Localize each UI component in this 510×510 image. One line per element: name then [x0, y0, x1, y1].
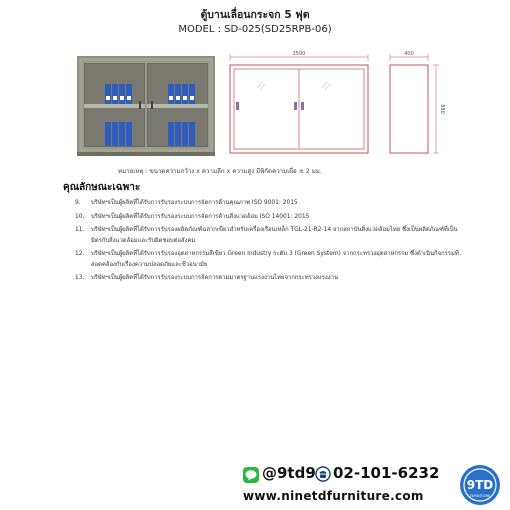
cabinet-photo: [77, 56, 215, 156]
list-item: [63, 212, 463, 223]
logo-caption: FURNITURE: [469, 494, 491, 498]
item-number: 13.: [75, 275, 85, 281]
width-label: 1500: [292, 51, 306, 57]
item-number: 10.: [75, 213, 85, 220]
item-number: 12.: [75, 251, 85, 257]
item-text: บริษัทฯเป็นผู้ผลิตที่ได้รับการรับรองระบบการจัดการตามมาตรฐานแรงงานไทยจากกระทรวงแรงงาน: [91, 275, 338, 281]
line-app-icon: [243, 467, 259, 483]
list-item: [63, 249, 463, 270]
item-text: บริษัทฯเป็นผู้ผลิตที่ได้รับการรับรองระบบการจัดการด้านคุณภาพ ISO 9001: 2015: [91, 200, 298, 206]
item-text: บริษัทฯเป็นผู้ผลิตที่ได้รับการรับรองระบบการจัดการด้านสิ่งแวดล้อม ISO 14001: 2015: [91, 213, 310, 220]
website-link[interactable]: www.ninetdfurniture.com: [243, 489, 424, 503]
item-text: บริษัทฯเป็นผู้ผลิตที่ได้รับการรับรองอุตสาหกรรมสีเขียว Green Industry ระดับ 3 (Green System) จากกระทรวงอุตสาหกรรม ซึ่งดำเนินกิจกรรมที่สอดคล้องกับเรื่องความปลอดภัยและชีวอนามัย: [91, 251, 459, 268]
logo-mark: 9TD: [466, 478, 494, 492]
phone-icon: [315, 466, 331, 486]
tolerance-note: หมายเหตุ : ขนาดความกว้าง x ความลึก x ความสูง มีพิกัดความเผื่อ ± 2 มม.: [118, 168, 322, 175]
item-number: 9.: [75, 200, 81, 206]
brand-logo: [459, 464, 501, 506]
list-item: [63, 273, 463, 284]
features-list: [63, 198, 463, 287]
dimension-drawing: [222, 48, 444, 158]
depth-label: 400: [404, 51, 414, 57]
item-number: 11.: [75, 227, 85, 233]
height-label: 880: [439, 104, 445, 114]
product-title: ตู้บานเลื่อนกระจก 5 ฟุต: [200, 9, 310, 21]
list-item: [63, 198, 463, 209]
features-heading: คุณลักษณะเฉพาะ: [63, 182, 141, 193]
item-text: บริษัทฯเป็นผู้ผลิตที่ได้รับการรับรองผลิตภัณฑ์ฉลากเขียวสำหรับเครื่องเรือนเหล็ก TGL-21-R2-14 จากสถาบันสิ่งแวดล้อมไทย ซึ่งเป็นผลิตภัณฑ์ที่เป็นมิตรกับสิ่งแวดล้อมและรับผิดชอบต่อสังคม: [91, 227, 458, 244]
line-id-link[interactable]: @9td9: [262, 464, 316, 482]
phone-number-link[interactable]: 02-101-6232: [333, 464, 440, 482]
list-item: [63, 225, 463, 246]
model-number: MODEL : SD-025(SD25RPB-06): [178, 24, 332, 35]
